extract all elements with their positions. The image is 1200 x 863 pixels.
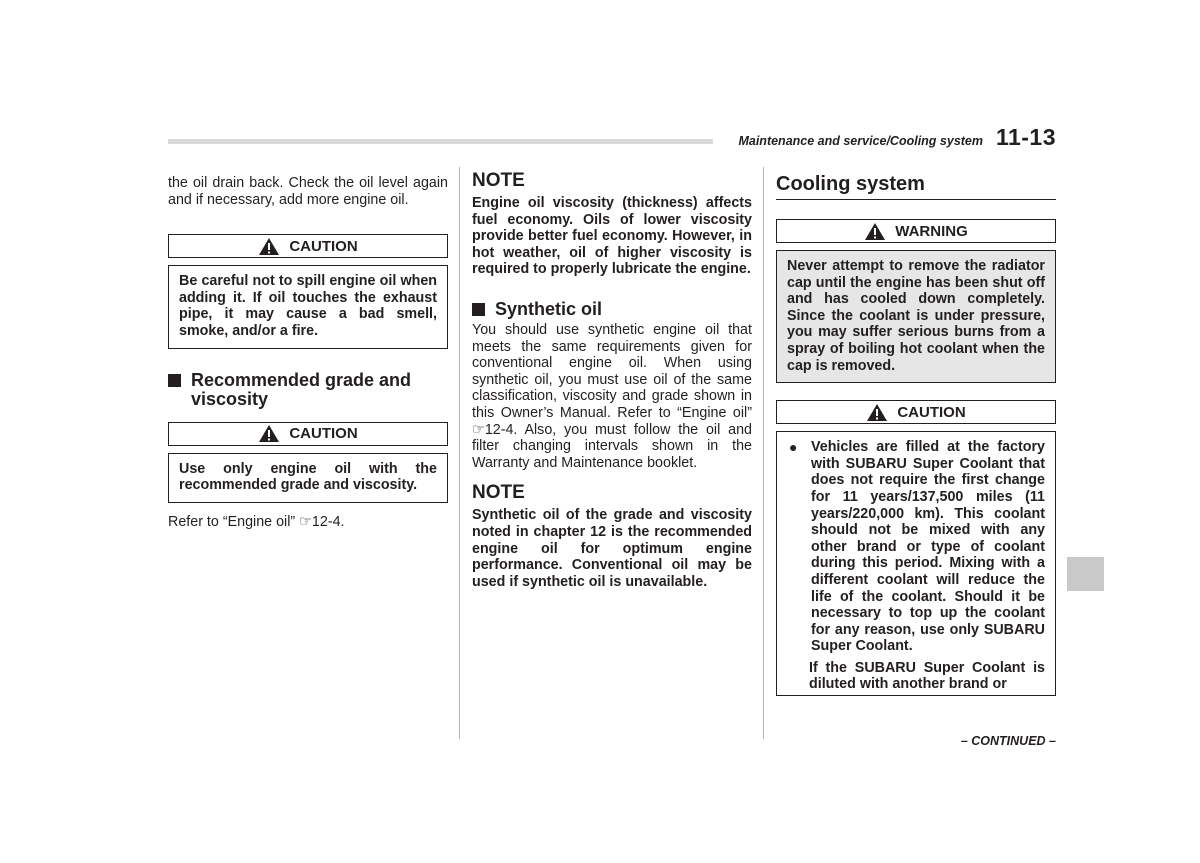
synthetic-oil-paragraph: You should use synthetic engine oil that meets the same requirements given for conventional engine oil. When using synthetic oil, you must use oil of the same classification, viscosity and grade shown in this Owner’s Manual. Refer to “Engine oil” ☞12-4. Also, you must follow the oil and filter changing intervals shown in the Warranty and Maintenance booklet.	[472, 321, 752, 471]
caution-body-3	[776, 431, 1056, 696]
note-heading-1: NOTE	[472, 170, 525, 191]
synthetic-oil-heading-text: Synthetic oil	[495, 298, 603, 319]
continued-label: – CONTINUED –	[960, 734, 1056, 748]
note-text-2: Synthetic oil of the grade and viscosity noted in chapter 12 is the recommended engine oil for optimum engine performance. Conventional oil may be used if synthetic oil is unavailable.	[472, 507, 752, 590]
coolant-bullet-text: Vehicles are filled at the factory with SUBARU Super Coolant that does not require the first change for 11 years/137,500 miles (11 years/220,000 km). This coolant should not be mixed with any other brand or type of coolant during this period. Mixing with a different coolant will reduce the life of the coolant. Should it be necessary to top up the coolant for any reason, use only SUBARU Super Coolant.	[811, 439, 1045, 655]
note-text-1: Engine oil viscosity (thickness) affects fuel economy. Oils of lower viscosity provide better fuel economy. However, in hot weather, oil of higher viscosity is required to properly lubricate the engine.	[472, 195, 752, 278]
cooling-system-heading: Cooling system	[776, 173, 1056, 200]
caution-text-1: Be careful not to spill engine oil when adding it. If oil touches the exhaust pipe, it may cause a bad smell, smoke, and/or a fire.	[179, 273, 437, 339]
warning-triangle-icon	[866, 403, 888, 422]
warning-body	[776, 250, 1056, 383]
caution-box-1	[168, 234, 448, 348]
note-heading-2: NOTE	[472, 482, 525, 504]
warning-label: WARNING	[895, 222, 968, 240]
caution-body-1	[168, 265, 448, 348]
caution-body-2	[168, 453, 448, 503]
caution-label-1: CAUTION	[289, 237, 358, 255]
header-section-title: Maintenance and service/Cooling system	[738, 134, 983, 148]
column-divider-2	[763, 167, 764, 739]
synthetic-oil-heading	[472, 300, 752, 319]
warning-header	[776, 219, 1056, 243]
page-number: 11-13	[995, 124, 1056, 150]
caution-header-2	[168, 422, 448, 446]
caution-box-2	[168, 422, 448, 503]
section-square-icon	[472, 303, 485, 316]
column-divider-1	[459, 167, 460, 739]
column-3	[776, 173, 1056, 696]
bullet-icon: ●	[789, 439, 798, 456]
recommended-grade-heading-text: Recommended grade and viscosity	[191, 369, 412, 409]
list-item	[787, 439, 1045, 655]
caution-box-3	[776, 400, 1056, 696]
recommended-grade-heading	[168, 371, 448, 409]
warning-triangle-icon	[864, 222, 886, 241]
caution-label-3: CAUTION	[897, 403, 966, 421]
coolant-continuation-text: If the SUBARU Super Coolant is diluted with another brand or	[809, 659, 1045, 693]
warning-box	[776, 219, 1056, 383]
caution-header-3	[776, 400, 1056, 424]
column-2	[472, 170, 752, 590]
chapter-tab-marker	[1067, 557, 1104, 591]
warning-text: Never attempt to remove the radiator cap until the engine has been shut off and has cooled down completely. Since the coolant is under pressure, you may suffer serious burns from a spray of boiling hot coolant when the cap is removed.	[787, 258, 1045, 374]
caution-header-1	[168, 234, 448, 258]
warning-triangle-icon	[258, 237, 280, 256]
column-1	[168, 175, 448, 530]
section-square-icon	[168, 374, 181, 387]
header-rule	[168, 139, 713, 144]
intro-paragraph: the oil drain back. Check the oil level again and if necessary, add more engine oil.	[168, 175, 448, 208]
refer-engine-oil-text: Refer to “Engine oil” ☞12-4.	[168, 513, 345, 530]
caution-text-2: Use only engine oil with the recommended grade and viscosity.	[179, 460, 437, 494]
caution-label-2: CAUTION	[289, 425, 358, 443]
warning-triangle-icon	[258, 424, 280, 443]
